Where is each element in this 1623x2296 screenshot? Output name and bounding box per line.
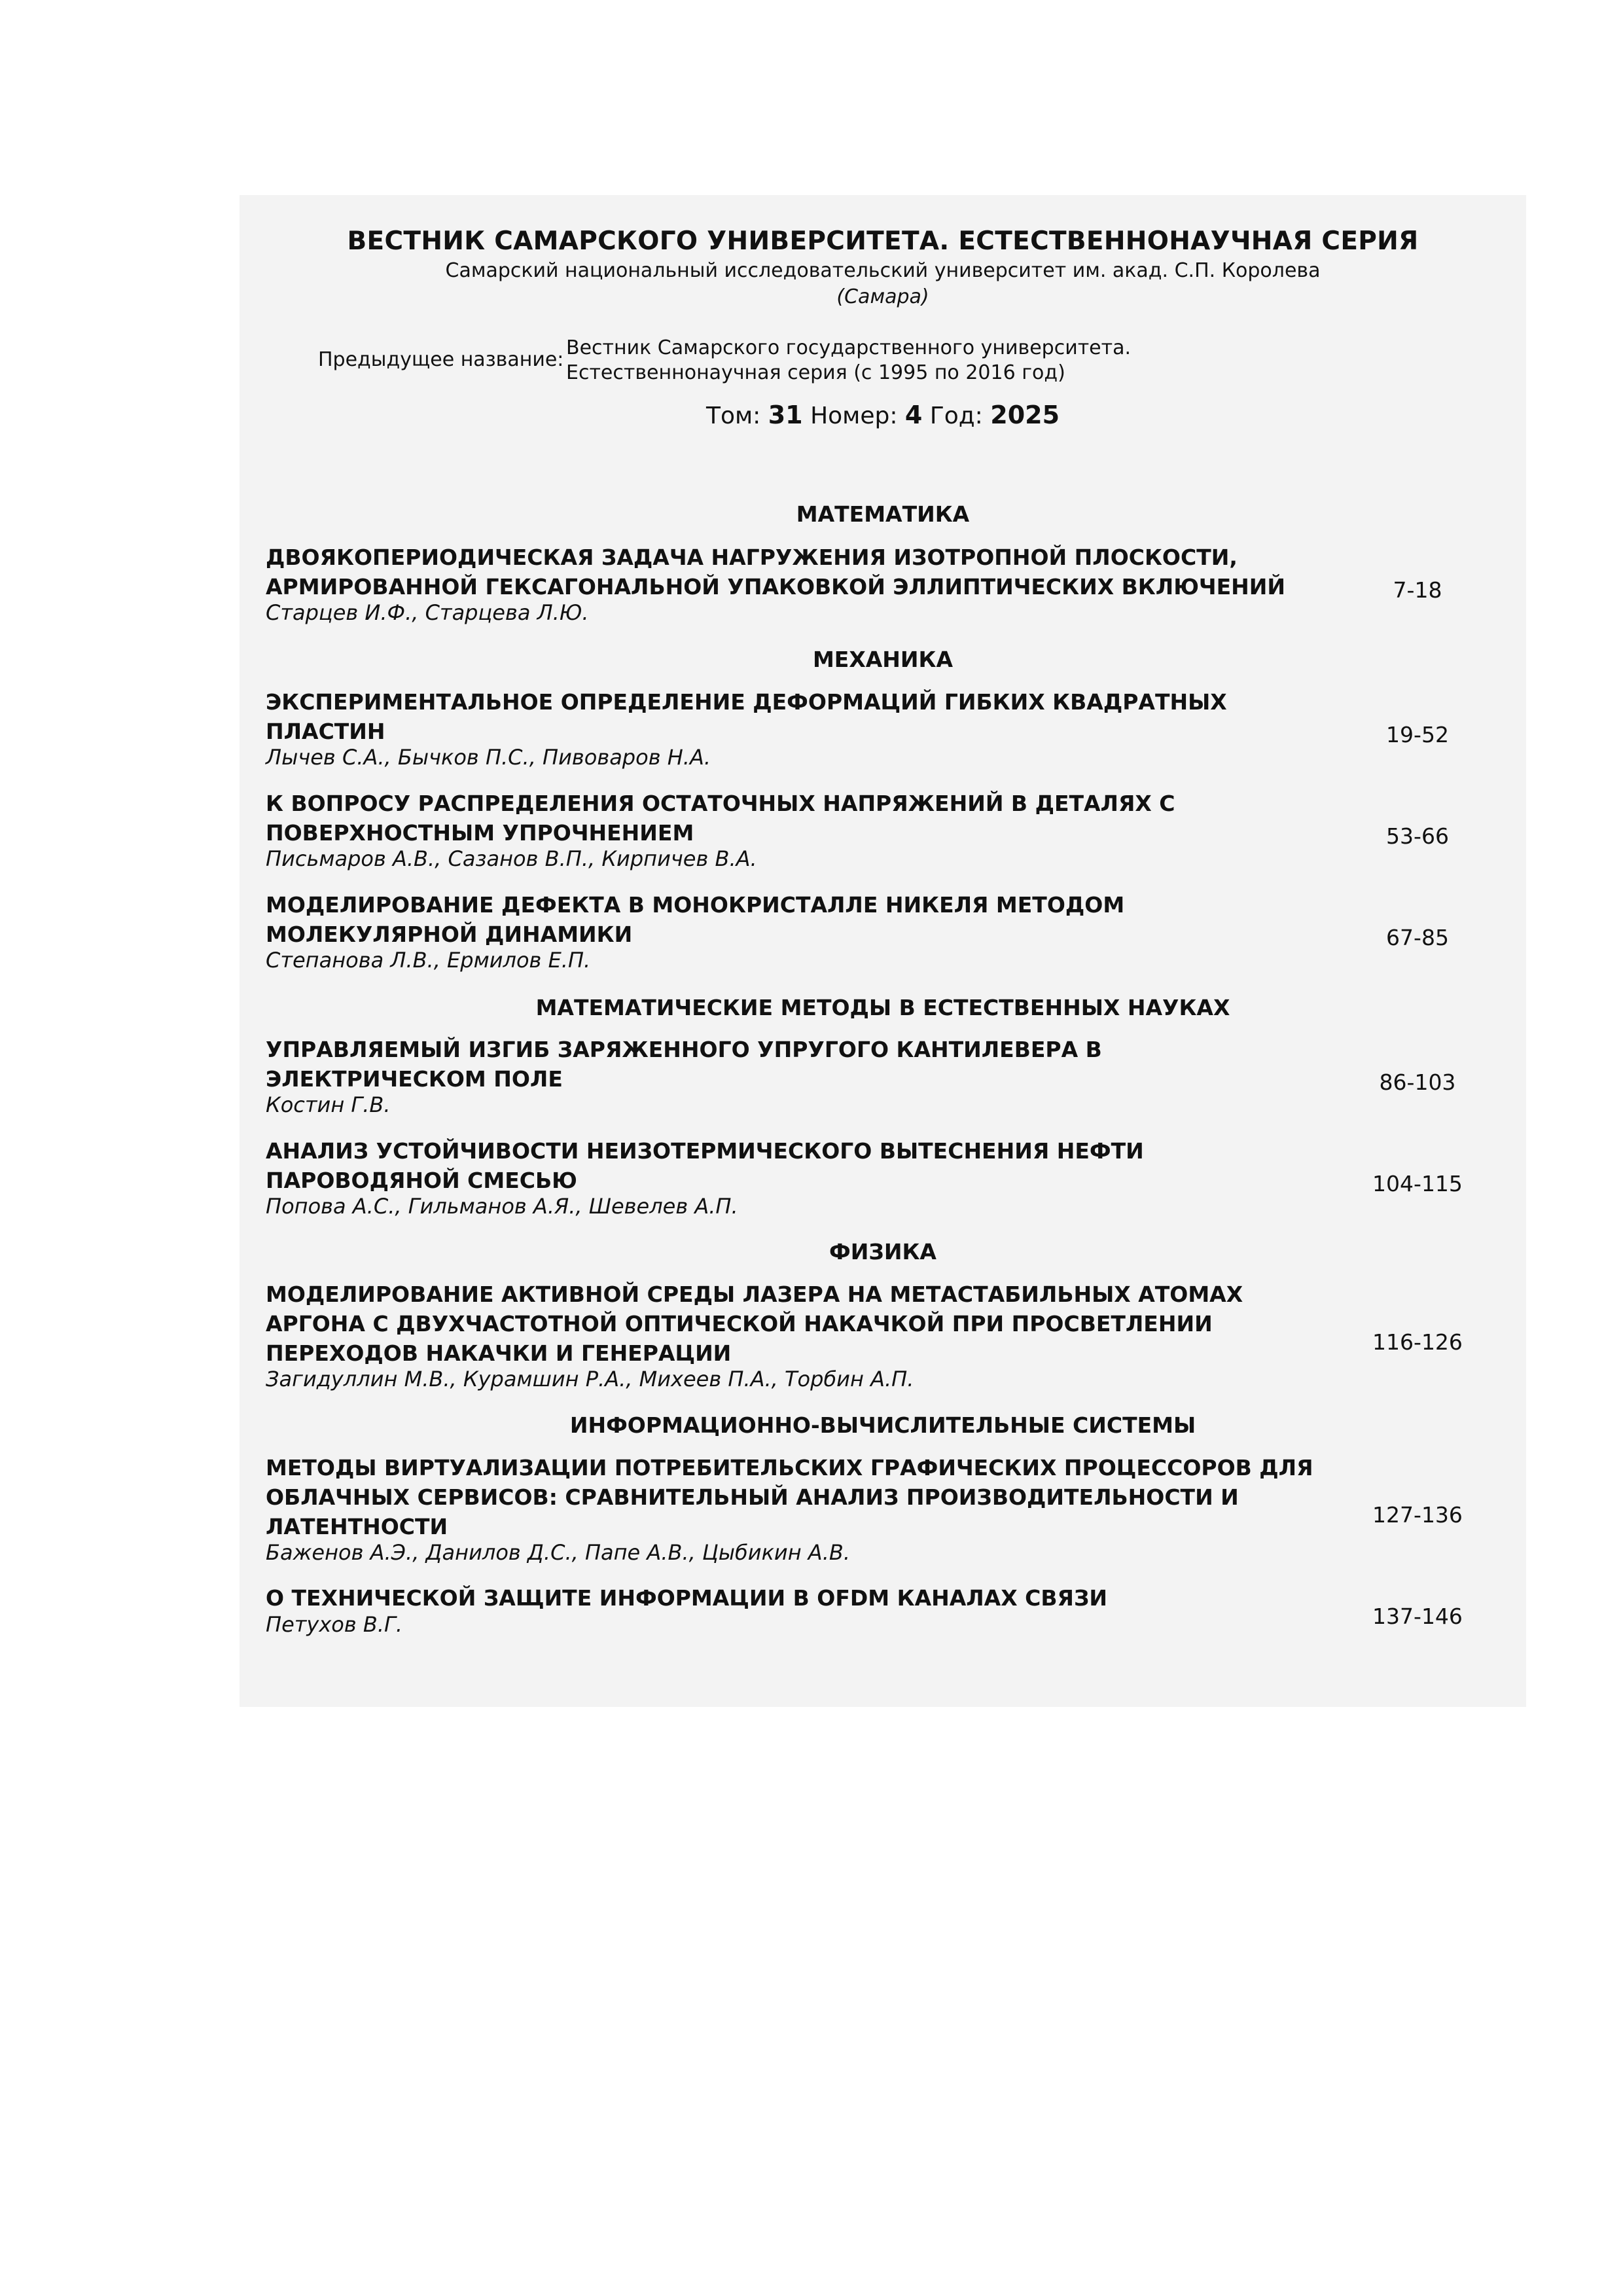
article-authors: Лычев С.А., Бычков П.С., Пивоваров Н.А. — [266, 745, 711, 770]
article-authors: Загидуллин М.В., Курамшин Р.А., Михеев П.А., Торбин А.П. — [266, 1367, 914, 1391]
previous-name-line-1: Вестник Самарского государственного университета. — [566, 336, 1132, 359]
article-pages: 116-126 — [1372, 1329, 1463, 1355]
article-title[interactable] — [266, 1453, 1352, 1541]
article-title-line: ОБЛАЧНЫХ СЕРВИСОВ: СРАВНИТЕЛЬНЫЙ АНАЛИЗ ПРОИЗВОДИТЕЛЬНОСТИ И — [266, 1484, 1239, 1510]
article-authors: Костин Г.В. — [266, 1092, 391, 1117]
journal-title: ВЕСТНИК САМАРСКОГО УНИВЕРСИТЕТА. ЕСТЕСТВЕННОНАУЧНАЯ СЕРИЯ — [347, 226, 1419, 256]
section-heading-information-systems: ИНФОРМАЦИОННО-ВЫЧИСЛИТЕЛЬНЫЕ СИСТЕМЫ — [569, 1412, 1196, 1438]
article-title[interactable] — [266, 1583, 1352, 1613]
article-pages: 67-85 — [1386, 925, 1449, 950]
article-title-line: АРГОНА С ДВУХЧАСТОТНОЙ ОПТИЧЕСКОЙ НАКАЧКОЙ ПРИ ПРОСВЕТЛЕНИИ — [266, 1311, 1213, 1336]
article-authors: Попова А.С., Гильманов А.Я., Шевелев А.П. — [266, 1194, 738, 1219]
article-authors: Баженов А.Э., Данилов Д.С., Папе А.В., Цыбикин А.В. — [266, 1540, 850, 1565]
number-value: 4 — [904, 401, 923, 429]
article-title[interactable] — [266, 789, 1352, 848]
article-title-line: ЭКСПЕРИМЕНТАЛЬНОЕ ОПРЕДЕЛЕНИЕ ДЕФОРМАЦИЙ ГИБКИХ КВАДРАТНЫХ — [266, 689, 1227, 715]
section-heading-physics: ФИЗИКА — [829, 1239, 936, 1265]
article-title-line: МОЛЕКУЛЯРНОЙ ДИНАМИКИ — [266, 922, 633, 947]
issue-info — [240, 401, 1526, 429]
article-title[interactable] — [266, 1280, 1352, 1368]
article-title-line: О ТЕХНИЧЕСКОЙ ЗАЩИТЕ ИНФОРМАЦИИ В OFDM КАНАЛАХ СВЯЗИ — [266, 1585, 1108, 1611]
article-title-line: ПЛАСТИН — [266, 719, 385, 744]
year-label: Год: — [929, 403, 983, 429]
previous-name-label: Предыдущее название: — [318, 348, 564, 371]
number-label: Номер: — [810, 403, 898, 429]
article-title-line: К ВОПРОСУ РАСПРЕДЕЛЕНИЯ ОСТАТОЧНЫХ НАПРЯЖЕНИЙ В ДЕТАЛЯХ С — [266, 791, 1175, 816]
previous-name-line-2: Естественнонаучная серия (с 1995 по 2016 год) — [566, 361, 1065, 384]
article-authors: Степанова Л.В., Ермилов Е.П. — [266, 948, 591, 973]
article-pages: 104-115 — [1372, 1171, 1463, 1196]
article-pages: 86-103 — [1379, 1069, 1456, 1095]
volume-label: Том: — [705, 403, 761, 429]
publisher-city: (Самара) — [836, 285, 929, 308]
article-title-line: ПЕРЕХОДОВ НАКАЧКИ И ГЕНЕРАЦИИ — [266, 1340, 732, 1366]
article-title-line: АРМИРОВАННОЙ ГЕКСАГОНАЛЬНОЙ УПАКОВКОЙ ЭЛЛИПТИЧЕСКИХ ВКЛЮЧЕНИЙ — [266, 574, 1285, 600]
article-title-line: ПАРОВОДЯНОЙ СМЕСЬЮ — [266, 1168, 577, 1193]
article-title-line: АНАЛИЗ УСТОЙЧИВОСТИ НЕИЗОТЕРМИЧЕСКОГО ВЫТЕСНЕНИЯ НЕФТИ — [266, 1138, 1144, 1164]
article-title[interactable] — [266, 1035, 1352, 1094]
article-title-line: ЭЛЕКТРИЧЕСКОМ ПОЛЕ — [266, 1066, 563, 1092]
section-heading-math-methods: МАТЕМАТИЧЕСКИЕ МЕТОДЫ В ЕСТЕСТВЕННЫХ НАУКАХ — [535, 995, 1230, 1020]
article-authors: Петухов В.Г. — [266, 1612, 402, 1637]
article-title-line: ДВОЯКОПЕРИОДИЧЕСКАЯ ЗАДАЧА НАГРУЖЕНИЯ ИЗОТРОПНОЙ ПЛОСКОСТИ, — [266, 545, 1238, 570]
article-authors: Старцев И.Ф., Старцева Л.Ю. — [266, 600, 589, 625]
year-value: 2025 — [990, 401, 1060, 429]
article-title[interactable] — [266, 543, 1352, 601]
article-title-line: МОДЕЛИРОВАНИЕ ДЕФЕКТА В МОНОКРИСТАЛЛЕ НИКЕЛЯ МЕТОДОМ — [266, 892, 1125, 918]
article-pages: 127-136 — [1372, 1502, 1463, 1528]
article-title-line: ЛАТЕНТНОСТИ — [266, 1514, 448, 1539]
article-title[interactable] — [266, 687, 1352, 746]
article-pages: 19-52 — [1386, 722, 1449, 747]
journal-issue-panel — [240, 195, 1526, 1707]
article-title-line: МЕТОДЫ ВИРТУАЛИЗАЦИИ ПОТРЕБИТЕЛЬСКИХ ГРАФИЧЕСКИХ ПРОЦЕССОРОВ ДЛЯ — [266, 1455, 1313, 1480]
article-title-line: ПОВЕРХНОСТНЫМ УПРОЧНЕНИЕМ — [266, 820, 694, 846]
section-heading-mechanics: МЕХАНИКА — [812, 647, 954, 672]
article-pages: 7-18 — [1393, 577, 1442, 603]
article-title-line: УПРАВЛЯЕМЫЙ ИЗГИБ ЗАРЯЖЕННОГО УПРУГОГО КАНТИЛЕВЕРА В — [266, 1037, 1102, 1062]
publisher-name: Самарский национальный исследовательский университет им. акад. С.П. Королева — [445, 259, 1321, 282]
article-pages: 53-66 — [1386, 823, 1449, 849]
article-title-line: МОДЕЛИРОВАНИЕ АКТИВНОЙ СРЕДЫ ЛАЗЕРА НА МЕТАСТАБИЛЬНЫХ АТОМАХ — [266, 1282, 1243, 1307]
volume-value: 31 — [768, 401, 803, 429]
article-authors: Письмаров А.В., Сазанов В.П., Кирпичев В.А. — [266, 846, 757, 871]
article-title[interactable] — [266, 890, 1352, 949]
article-title[interactable] — [266, 1136, 1352, 1195]
article-pages: 137-146 — [1372, 1604, 1463, 1629]
section-heading-mathematics: МАТЕМАТИКА — [796, 501, 970, 527]
